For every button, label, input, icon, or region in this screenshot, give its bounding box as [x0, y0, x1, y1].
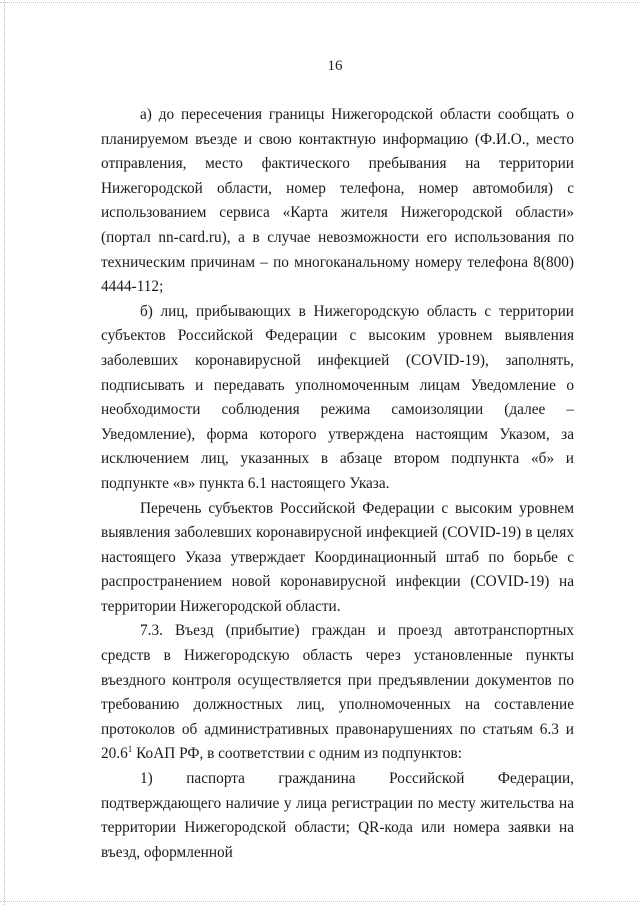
- paragraph-item-1: 1) паспорта гражданина Российской Федерации, подтверждающего наличие у лица регистрации по месту жительства на территории Нижегородской области; QR-кода или номера заявки на въезд, оформленной: [101, 770, 574, 861]
- page-number: 16: [327, 58, 343, 74]
- paragraph-a: а) до пересечения границы Нижегородской области сообщать о планируемом въезде и свою контактную информацию (Ф.И.О., место отправления, место фактического пребывания на территории Нижегородской области, номер телефона, номер автомобиля) с использованием сервиса «Карта жителя Нижегородской области» (портал nn-card.ru), а в случае невозможности его использования по техническим причинам – по многоканальному номеру телефона 8(800) 4444-112;: [101, 106, 574, 296]
- paragraph-7-3: [101, 619, 574, 767]
- scan-edge-top: [0, 2, 640, 3]
- paragraph-b: б) лиц, прибывающих в Нижегородскую область с территории субъектов Российской Федерации с высоким уровнем выявления заболевших коронавирусной инфекцией (COVID-19), заполнять, подписывать и передавать уполномоченным лицам Уведомление о необходимости соблюдения режима самоизоляции (далее – Уведомление), форма которого утверждена настоящим Указом, за исключением лиц, указанных в абзаце втором подпункта «б» и подпункте «в» пункта 6.1 настоящего Указа.: [101, 302, 574, 492]
- footnote-marker: 1: [127, 744, 133, 755]
- scan-edge-bottom: [0, 901, 640, 902]
- document-body: [101, 103, 574, 865]
- paragraph-7-3-tail: КоАП РФ, в соответствии с одним из подпунктов:: [132, 745, 462, 763]
- paragraph-list-note: Перечень субъектов Российской Федерации с высоким уровнем выявления заболевших коронавирусной инфекцией (COVID-19) в целях настоящего Указа утверждает Координационный штаб по борьбе с распространением новой коронавирусной инфекции (COVID-19) на территории Нижегородской области.: [101, 499, 574, 615]
- scan-edge-left: [4, 0, 5, 905]
- paragraph-7-3-text: 7.3. Въезд (прибытие) граждан и проезд автотранспортных средств в Нижегородскую область через установленные пункты въездного контроля осуществляется при предъявлении документов по требованию должностных лиц, уполномоченных на составление протоколов об административных правонарушениях по статьям 6.3 и 20.6: [101, 622, 574, 763]
